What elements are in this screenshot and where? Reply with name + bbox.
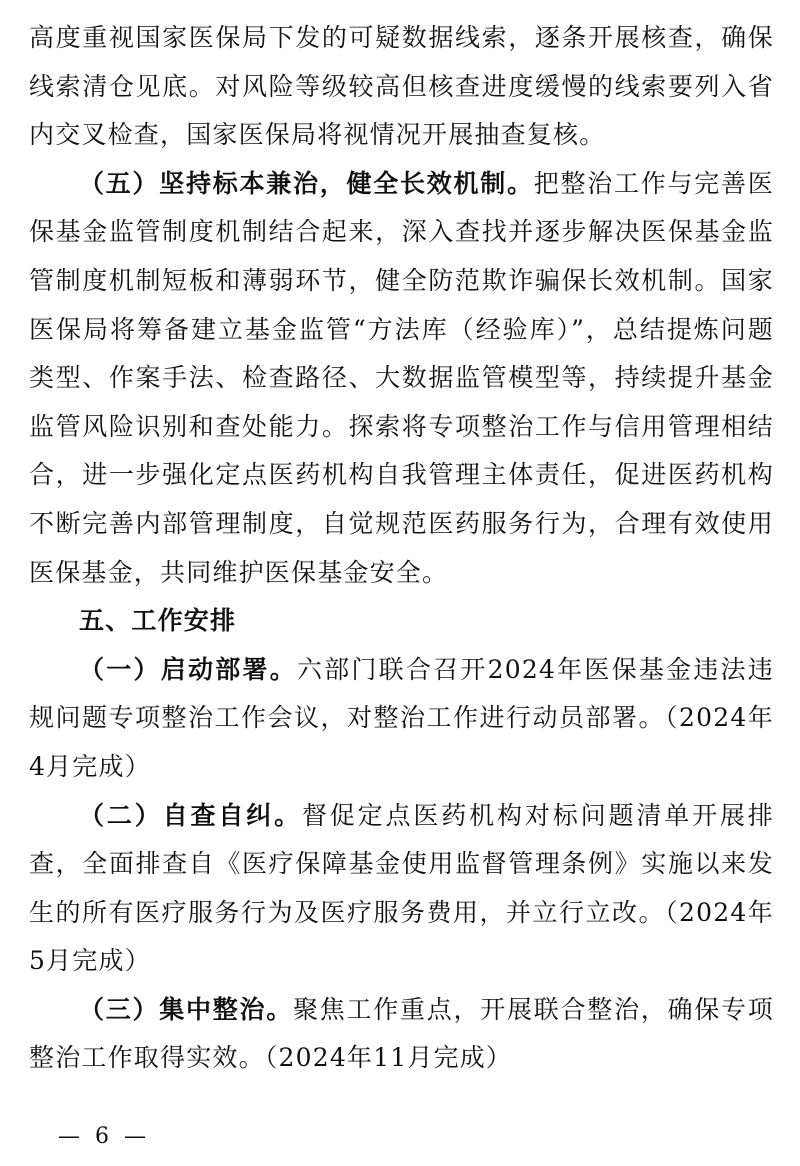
paragraph-step-one <box>29 646 774 792</box>
section-heading <box>29 597 774 646</box>
paragraph-lead: （三）集中整治。 <box>79 994 294 1024</box>
document-body <box>29 14 774 1083</box>
paragraph-text: 六部门联合召开2024年医保基金违法违规问题专项整治工作会议，对整治工作进行动员部署。（2024年4月完成） <box>29 654 774 781</box>
paragraph-text: 高度重视国家医保局下发的可疑数据线索，逐条开展核查，确保线索清仓见底。对风险等级较高但核查进度缓慢的线索要列入省内交叉检查，国家医保局将视情况开展抽查复核。 <box>29 23 774 150</box>
paragraph-step-two <box>29 792 774 986</box>
paragraph-lead: （二）自查自纠。 <box>79 800 302 830</box>
paragraph-step-three <box>29 986 774 1083</box>
paragraph-lead: （五）坚持标本兼治，健全长效机制。 <box>79 168 534 198</box>
heading-text: 五、工作安排 <box>79 606 237 636</box>
paragraph-continuation <box>29 14 774 160</box>
paragraph-text: 督促定点医药机构对标问题清单开展排查，全面排查自《医疗保障基金使用监督管理条例》实施以来发生的所有医疗服务行为及医疗服务费用，并立行立改。（2024年5月完成） <box>29 800 774 976</box>
paragraph-text: 把整治工作与完善医保基金监管制度机制结合起来，深入查找并逐步解决医保基金监管制度机制短板和薄弱环节，健全防范欺诈骗保长效机制。国家医保局将筹备建立基金监管“方法库（经验库）”，总结提炼问题类型、作案手法、检查路径、大数据监管模型等，持续提升基金监管风险识别和查处能力。探索将专项整治工作与信用管理相结合，进一步强化定点医药机构自我管理主体责任，促进医药机构不断完善内部管理制度，自觉规范医药服务行为，合理有效使用医保基金，共同维护医保基金安全。 <box>29 168 774 587</box>
paragraph-section-five <box>29 160 774 597</box>
page-number: — 6 — <box>58 1124 150 1149</box>
paragraph-text: 聚焦工作重点，开展联合整治，确保专项整治工作取得实效。（2024年11月完成） <box>29 994 774 1073</box>
paragraph-lead: （一）启动部署。 <box>79 654 297 684</box>
